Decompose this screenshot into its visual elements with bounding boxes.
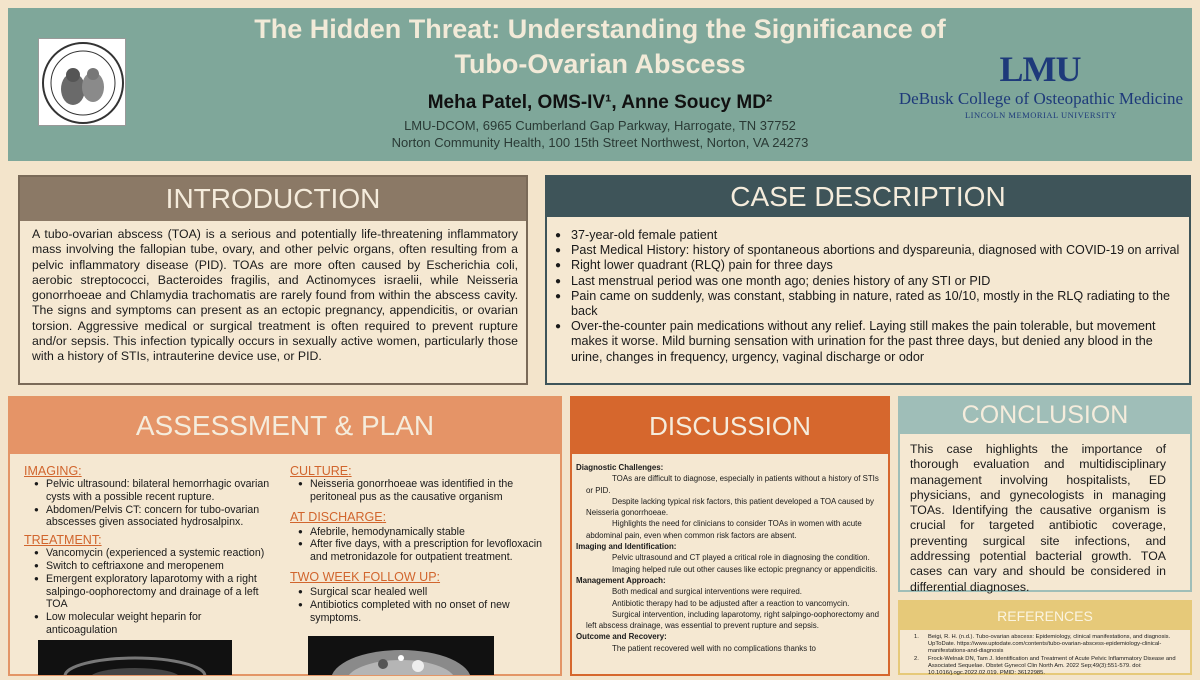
- affiliation-2: Norton Community Health, 100 15th Street Northwest, Norton, VA 24273: [391, 135, 809, 150]
- case-description-list: [555, 228, 1181, 365]
- introduction-body: A tubo-ovarian abscess (TOA) is a serious and potentially life-threatening inflammatory mass involving the fallopian tube, ovary, and other pelvic organs, often resulting from a pelvic inflammatory disease (PID). TOAs are more often caused by Escherichia coli, aerobic streptococci, Bacteroides fragilis, and Actinomyces israelii, while Neisseria gonorrhoeae and Chlamydia trachomatis are rarely found from within the abscess cavity. The signs and symptoms can present as an ectopic pregnancy, appendicitis, or ovarian torsion. Aggressive medical or surgical treatment is often required to prevent rupture and/or sepsis. This infection typically occurs in sexually active women, particularly those with a history of STIs, intrauterine device use, or PID.: [32, 227, 518, 364]
- list-item: ● Emergent exploratory laparotomy with a right salpingo-oophorectomy and drainage of a left TOA: [32, 573, 274, 611]
- list-item: ● Surgical scar healed well: [296, 586, 554, 599]
- case-description-heading: CASE DESCRIPTION: [547, 177, 1189, 217]
- imaging-list: [32, 478, 274, 529]
- references-list: [914, 634, 1186, 678]
- imaging-heading: IMAGING:: [24, 464, 82, 478]
- discharge-list: [296, 526, 554, 564]
- title-line-1: The Hidden Threat: Understanding the Significance of: [254, 14, 946, 44]
- culture-list: [296, 478, 554, 504]
- list-item: Surgical intervention, including laparotomy, right salpingo-oophorectomy and left abscess drainage, was essential to prevent rupture and sepsis.: [586, 609, 879, 631]
- list-item: TOAs are difficult to diagnose, especially in patients without a history of STIs or PID.: [586, 474, 879, 495]
- list-item: ● Switch to ceftriaxone and meropenem: [32, 560, 274, 573]
- list-item: Both medical and surgical interventions were required.: [612, 587, 802, 597]
- ultrasound-image: [38, 640, 232, 675]
- list-item: Antibiotic therapy had to be adjusted after a reaction to vancomycin.: [612, 598, 850, 608]
- poster-title: [160, 12, 1040, 82]
- followup-heading: TWO WEEK FOLLOW UP:: [290, 569, 441, 584]
- list-item: ● Low molecular weight heparin for anticoagulation: [32, 611, 274, 637]
- university-seal-logo: [38, 38, 126, 126]
- treatment-list: [32, 547, 274, 637]
- list-item: ● 37-year-old female patient: [555, 228, 1181, 243]
- culture-block: [290, 464, 554, 624]
- discussion-subheading: Imaging and Identification:: [576, 542, 677, 552]
- introduction-heading: INTRODUCTION: [20, 177, 526, 221]
- discussion-heading: DISCUSSION: [572, 398, 888, 454]
- conclusion-body: This case highlights the importance of thorough evaluation and multidisciplinary management involving hospitalists, ED physicians, and gynecologists in managing TOAs. Identifying the causative organism is crucial for targeted antibiotic coverage, preventing surgical site infections, and addressing potential bacterial growth. TOA cases can vary and should be considered in differential diagnoses.: [910, 442, 1166, 594]
- discussion-body: [576, 462, 886, 675]
- ct-scan-image: [308, 636, 494, 675]
- list-item: ● Pelvic ultrasound: bilateral hemorrhagic ovarian cysts with a possible recent rupture.: [32, 478, 274, 504]
- list-item: Pelvic ultrasound and CT played a critical role in diagnosing the condition.: [612, 553, 870, 563]
- list-item: Highlights the need for clinicians to consider TOAs in women with acute abdominal pain, even when common risk factors are absent.: [586, 519, 862, 540]
- references-heading: REFERENCES: [900, 602, 1190, 630]
- culture-heading: CULTURE:: [290, 464, 352, 478]
- title-line-2: Tubo-Ovarian Abscess: [454, 49, 746, 79]
- list-item: Despite lacking typical risk factors, this patient developed a TOA caused by Neisseria gonorrhoeae.: [586, 496, 874, 518]
- list-item: ● Over-the-counter pain medications without any relief. Laying still makes the pain tolerable, but movement makes it worse. Mild burning sensation with urination for the past three days, but denied any blood in the urine, changes in frequency, urgency, vaginal discharge or odor: [555, 319, 1181, 365]
- assessment-plan-heading: ASSESSMENT & PLAN: [10, 398, 560, 454]
- affiliation-1: LMU-DCOM, 6965 Cumberland Gap Parkway, Harrogate, TN 37752: [404, 118, 796, 133]
- discharge-heading: AT DISCHARGE:: [290, 509, 387, 524]
- authors: Meha Patel, OMS-IV¹, Anne Soucy MD²: [427, 92, 773, 113]
- list-item: ● Abdomen/Pelvis CT: concern for tubo-ovarian abscesses given associated hydrosalpinx.: [32, 504, 274, 530]
- lmu-logo-mark: LMU: [999, 49, 1081, 89]
- list-item: ● Neisseria gonorrhoeae was identified in the peritoneal pus as the causative organism: [296, 478, 554, 504]
- discussion-subheading: Diagnostic Challenges:: [576, 463, 664, 472]
- conclusion-heading: CONCLUSION: [900, 398, 1190, 434]
- list-item: ● Vancomycin (experienced a systemic reaction): [32, 547, 274, 560]
- imaging-block: [24, 464, 274, 637]
- lmu-college-name: DeBusk College of Osteopathic Medicine: [898, 89, 1184, 108]
- list-item: ● Right lower quadrant (RLQ) pain for three days: [555, 258, 1181, 273]
- list-item: The patient recovered well with no complications thanks to: [612, 643, 816, 653]
- reference-item: 2. Frock-Welnak DN, Tam J. Identification and Treatment of Acute Pelvic Inflammatory Disease and Associated Sequelae. Obstet Gynecol Clin North Am. 2022 Sep;49(3):551-579. doi: 10.1016/j.ogc.2022.02.019. PMID: 36122985.: [914, 656, 1176, 676]
- list-item: ● Antibiotics completed with no onset of new symptoms.: [296, 599, 554, 625]
- list-item: ● Past Medical History: history of spontaneous abortions and dyspareunia, diagnosed with COVID-19 on arrival: [555, 243, 1181, 258]
- list-item: ● After five days, with a prescription for levofloxacin and metronidazole for outpatient treatment.: [296, 538, 554, 564]
- lmu-university-name: LINCOLN MEMORIAL UNIVERSITY: [964, 110, 1117, 120]
- list-item: Imaging helped rule out other causes like ectopic pregnancy or appendicitis.: [612, 564, 878, 574]
- reference-item: 1. Beigi, R. H. (n.d.). Tubo-ovarian abscess: Epidemiology, clinical manifestations, and diagnosis. UpToDate. https://www.uptodate.com/contents/tubo-ovarian-abscess-epidemiology-clinical-manifestations-and-diagnosis: [914, 634, 1171, 654]
- discussion-subheading: Management Approach:: [576, 575, 666, 585]
- treatment-heading: TREATMENT:: [24, 533, 102, 548]
- discussion-subheading: Outcome and Recovery:: [576, 632, 667, 642]
- list-item: ● Last menstrual period was one month ago; denies history of any STI or PID: [555, 274, 1181, 289]
- list-item: ● Afebrile, hemodynamically stable: [296, 526, 554, 539]
- followup-list: [296, 586, 554, 624]
- list-item: ● Pain came on suddenly, was constant, stabbing in nature, rated as 10/10, mostly in the RLQ radiating to the back: [555, 289, 1181, 319]
